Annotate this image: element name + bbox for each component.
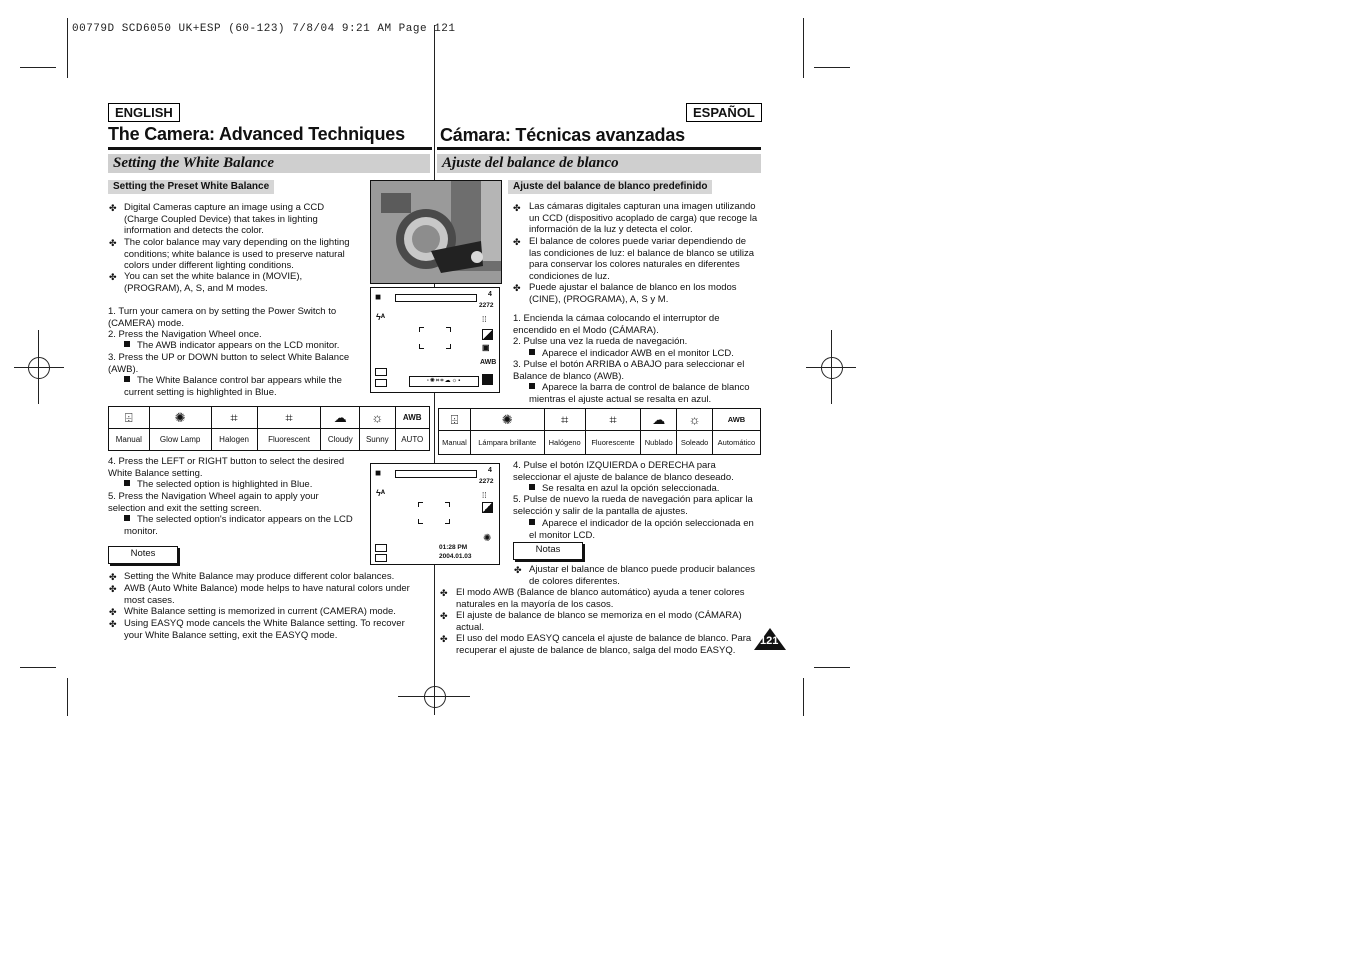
- step-2-note: [124, 340, 359, 352]
- note-item: El uso del modo EASYQ cancela el ajuste de balance de blanco. Para recuperar el ajuste de balance de blanco, salga del modo EASYQ.: [456, 633, 752, 656]
- step-2-note-text: Aparece el indicador AWB en el monitor LCD.: [542, 348, 734, 359]
- list-item: Las cámaras digitales capturan una imagen utilizando un CCD (dispositivo acoplado de carga) que recoge la información de la luz y detecta el color.: [529, 201, 758, 235]
- square-bullet-icon: [529, 484, 535, 490]
- quality-icon: ⁞⁞: [482, 315, 487, 324]
- section-heading-espanol: Ajuste del balance de blanco: [437, 154, 761, 173]
- step-4-note: [124, 479, 359, 491]
- wb-label: Fluorescente: [585, 431, 640, 455]
- step-3-note-text: Aparece la barra de control de balance de blanco mientras el ajuste actual se resalta en azul.: [529, 382, 750, 405]
- crop-mark: [803, 18, 804, 78]
- title-rule: [437, 147, 761, 150]
- awb-icon: AWB: [395, 407, 430, 429]
- square-bullet-icon: [529, 383, 535, 389]
- wb-label: Automático: [712, 431, 760, 455]
- note-item: White Balance setting is memorized in current (CAMERA) mode.: [124, 606, 396, 617]
- camera-icon: ■: [375, 468, 382, 479]
- cross-bullet-icon: ✤: [440, 611, 448, 621]
- crop-mark: [803, 678, 804, 716]
- step-3-note: [124, 375, 359, 398]
- list-item: You can set the white balance in (MOVIE), (PROGRAM), A, S, and M modes.: [124, 271, 303, 294]
- sunny-icon: ☼: [677, 409, 713, 431]
- camera-photo-illustration: [371, 181, 501, 283]
- step-5-note: [529, 518, 761, 541]
- date-display: 2004.01.03: [439, 553, 472, 560]
- note-item: Setting the White Balance may produce different color balances.: [124, 571, 395, 582]
- flash-auto-icon: ϟᴬ: [376, 312, 386, 322]
- cross-bullet-icon: ✤: [109, 619, 117, 629]
- step-5-note-text: The selected option's indicator appears on the LCD monitor.: [124, 514, 353, 537]
- crop-mark: [831, 330, 832, 404]
- image-size: 2272: [479, 302, 494, 309]
- wb-label: Manual: [439, 431, 471, 455]
- wb-label: Halogen: [211, 429, 257, 451]
- cross-bullet-icon: ✤: [109, 607, 117, 617]
- step-2: 2. Pulse una vez la rueda de navegación.: [513, 336, 688, 347]
- subsection-heading-espanol: Ajuste del balance de blanco predefinido: [508, 180, 712, 194]
- battery-icon: [375, 544, 387, 552]
- lcd-monitor-2: [370, 463, 500, 565]
- camera-photo: [370, 180, 502, 284]
- square-bullet-icon: [124, 515, 130, 521]
- registration-mark-icon: [821, 357, 843, 379]
- step-3: 3. Pulse el botón ARRIBA o ABAJO para seleccionar el Balance de blanco (AWB).: [513, 359, 745, 382]
- zoom-bar: [395, 470, 477, 478]
- white-balance-control-bar: ▫✺⌗⌗☁☼▪: [409, 376, 479, 387]
- cross-bullet-icon: ✤: [109, 203, 117, 213]
- manual-wb-icon: ⌹: [439, 409, 471, 431]
- square-bullet-icon: [124, 341, 130, 347]
- cross-bullet-icon: ✤: [109, 572, 117, 582]
- square-bullet-icon: [124, 480, 130, 486]
- crop-mark: [38, 330, 39, 404]
- registration-mark-icon: [28, 357, 50, 379]
- step-5-note: [124, 514, 364, 537]
- focus-frame: [418, 502, 450, 524]
- page-number: 121: [760, 635, 779, 647]
- glow-lamp-indicator-icon: ✺: [483, 533, 492, 544]
- wb-label: Lámpara brillante: [470, 431, 544, 455]
- step-5: 5. Pulse de nuevo la rueda de navegación para aplicar la selección y salir de la pantalla de ajustes.: [513, 494, 753, 517]
- wb-label: AUTO: [395, 429, 430, 451]
- step-4: 4. Pulse el botón IZQUIERDA o DERECHA para seleccionar el ajuste de balance de blanco deseado.: [513, 460, 734, 483]
- list-item: Digital Cameras capture an image using a CCD (Charge Coupled Device) that takes in lighting information and detects the color.: [124, 202, 325, 236]
- glow-lamp-icon: ✺: [149, 407, 211, 429]
- step-3: 3. Press the UP or DOWN button to select White Balance (AWB).: [108, 352, 350, 375]
- battery-icon: [375, 368, 387, 376]
- notes-label-espanol: Notas: [513, 542, 583, 560]
- language-badge-espanol: ESPAÑOL: [686, 103, 762, 122]
- square-bullet-icon: [529, 519, 535, 525]
- note-item: Ajustar el balance de blanco puede producir balances de colores diferentes.: [529, 564, 756, 587]
- shots-remaining: 4: [488, 291, 492, 298]
- square-bullet-icon: [529, 349, 535, 355]
- image-size: 2272: [479, 478, 494, 485]
- crop-mark: [14, 367, 64, 368]
- wb-label: Soleado: [677, 431, 713, 455]
- title-rule: [108, 147, 432, 150]
- step-3-note: [529, 382, 759, 405]
- time-display: 01:28 PM: [439, 544, 468, 551]
- note-item: El modo AWB (Balance de blanco automático) ayuda a tener colores naturales en la mayoría de los casos.: [456, 587, 745, 610]
- focus-frame: [418, 326, 452, 350]
- cross-bullet-icon: ✤: [109, 238, 117, 248]
- cross-bullet-icon: ✤: [109, 584, 117, 594]
- section-heading-english: Setting the White Balance: [108, 154, 430, 173]
- crop-mark: [67, 18, 68, 78]
- cloudy-icon: ☁: [641, 409, 677, 431]
- step-5: 5. Press the Navigation Wheel again to apply your selection and exit the setting screen.: [108, 491, 319, 514]
- subsection-heading-english: Setting the Preset White Balance: [108, 180, 274, 194]
- crop-mark: [20, 667, 56, 668]
- list-item: Puede ajustar el balance de blanco en los modos (CINE), (PROGRAMA), A, S y M.: [529, 282, 737, 305]
- crop-mark: [814, 667, 850, 668]
- camera-icon: ■: [375, 292, 382, 303]
- halogen-icon: ⌗: [211, 407, 257, 429]
- cross-bullet-icon: ✤: [513, 283, 521, 293]
- language-badge-english: ENGLISH: [108, 103, 180, 122]
- cross-bullet-icon: ✤: [440, 588, 448, 598]
- cloudy-icon: ☁: [321, 407, 360, 429]
- crop-mark: [398, 696, 470, 697]
- note-item: El ajuste de balance de blanco se memoriza en el modo (CÁMARA) actual.: [456, 610, 742, 633]
- shots-remaining: 4: [488, 467, 492, 474]
- white-balance-table-english: [108, 406, 430, 451]
- crop-mark: [20, 67, 56, 68]
- zoom-bar: [395, 294, 477, 302]
- crop-mark: [814, 67, 850, 68]
- cross-bullet-icon: ✤: [440, 634, 448, 644]
- awb-icon: AWB: [712, 409, 760, 431]
- cross-bullet-icon: ✤: [514, 565, 522, 575]
- step-1: 1. Turn your camera on by setting the Power Switch to (CAMERA) mode.: [108, 306, 337, 329]
- note-item: Using EASYQ mode cancels the White Balance setting. To recover your White Balance setting, exit the EASYQ mode.: [124, 618, 405, 641]
- note-item: AWB (Auto White Balance) mode helps to have natural colors under most cases.: [124, 583, 410, 606]
- cross-bullet-icon: ✤: [513, 237, 521, 247]
- wb-label: Nublado: [641, 431, 677, 455]
- square-bullet-icon: [124, 376, 130, 382]
- sunny-icon: ☼: [360, 407, 395, 429]
- step-4-note-text: The selected option is highlighted in Blue.: [137, 479, 313, 490]
- registration-mark-icon: [424, 686, 446, 708]
- white-balance-table-espanol: [438, 408, 761, 455]
- wb-label: Fluorescent: [257, 429, 321, 451]
- list-item: The color balance may vary depending on the lighting conditions; white balance is used to preserve natural colors under different lighting conditions.: [124, 237, 350, 271]
- quality-icon: ⁞⁞: [482, 491, 487, 500]
- crop-mark: [67, 678, 68, 716]
- lcd-monitor-1: [370, 287, 500, 393]
- page-number-badge: [754, 628, 786, 650]
- fluorescent-icon: ⌗: [585, 409, 640, 431]
- iso-icon: ▣: [482, 343, 490, 352]
- print-header: 00779D SCD6050 UK+ESP (60-123) 7/8/04 9:21 AM Page 121: [72, 23, 456, 35]
- notes-label-english: Notes: [108, 546, 178, 564]
- cross-bullet-icon: ✤: [109, 272, 117, 282]
- step-1: 1. Encienda la cámaa colocando el interruptor de encendido en el Modo (CÁMARA).: [513, 313, 720, 336]
- step-2-note: [529, 348, 759, 360]
- step-4: 4. Press the LEFT or RIGHT button to select the desired White Balance setting.: [108, 456, 345, 479]
- sharpness-icon: [482, 502, 493, 513]
- wb-label: Sunny: [360, 429, 395, 451]
- memory-card-icon: [375, 554, 387, 562]
- step-2: 2. Press the Navigation Wheel once.: [108, 329, 262, 340]
- awb-indicator-icon: AWB: [480, 359, 497, 366]
- manual-wb-icon: ⌹: [109, 407, 150, 429]
- page-title-espanol: Cámara: Técnicas avanzadas: [440, 125, 685, 145]
- step-2-note-text: The AWB indicator appears on the LCD monitor.: [137, 340, 340, 351]
- cross-bullet-icon: ✤: [513, 203, 521, 213]
- list-item: El balance de colores puede variar dependiendo de las condiciones de luz: el balance de blanco se utiliza para conservar los colores naturales en diferentes condiciones de luz.: [529, 236, 754, 282]
- exposure-icon: [482, 374, 493, 385]
- flash-auto-icon: ϟᴬ: [376, 488, 386, 498]
- wb-label: Halógeno: [544, 431, 585, 455]
- wb-label: Cloudy: [321, 429, 360, 451]
- step-4-note-text: Se resalta en azul la opción seleccionada.: [542, 483, 720, 494]
- wb-label: Manual: [109, 429, 150, 451]
- halogen-icon: ⌗: [544, 409, 585, 431]
- step-4-note: [529, 483, 759, 495]
- fluorescent-icon: ⌗: [257, 407, 321, 429]
- page-title-english: The Camera: Advanced Techniques: [108, 124, 405, 144]
- step-3-note-text: The White Balance control bar appears while the current setting is highlighted in Blue.: [124, 375, 342, 398]
- memory-card-icon: [375, 379, 387, 387]
- wb-label: Glow Lamp: [149, 429, 211, 451]
- sharpness-icon: [482, 329, 493, 340]
- step-5-note-text: Aparece el indicador de la opción seleccionada en el monitor LCD.: [529, 518, 754, 541]
- glow-lamp-icon: ✺: [470, 409, 544, 431]
